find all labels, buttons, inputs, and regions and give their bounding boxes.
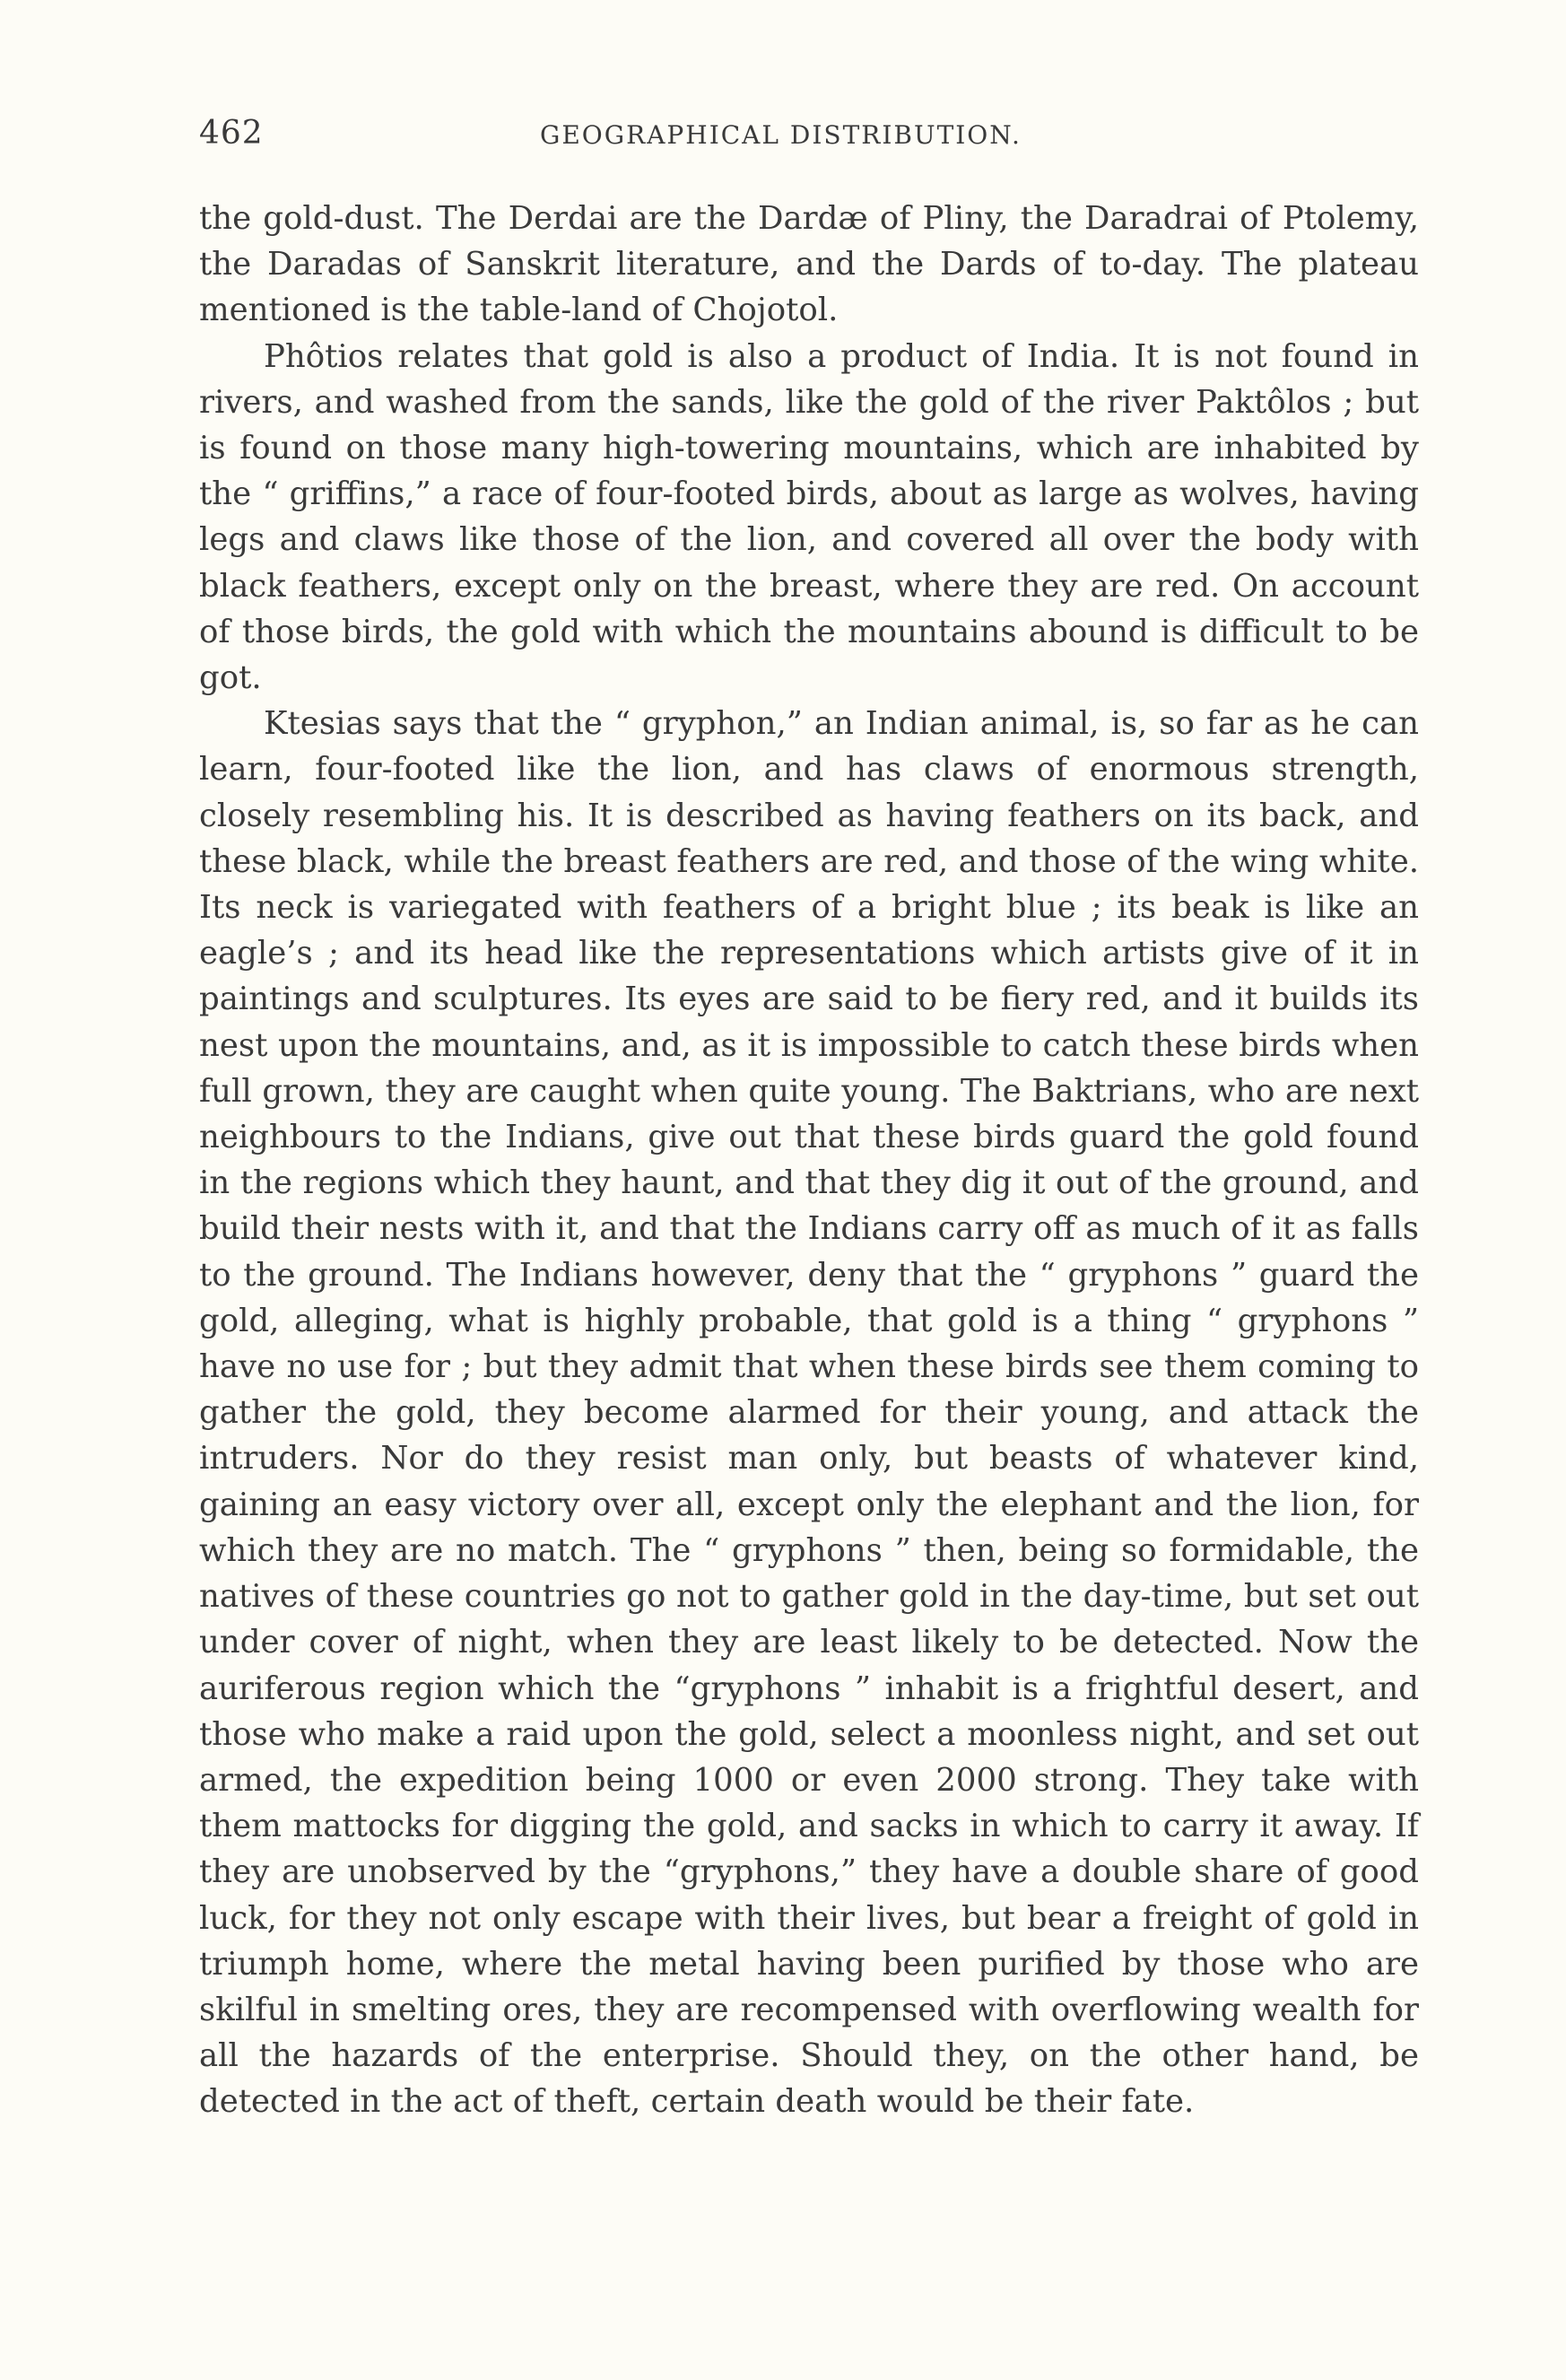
body-text: [199, 196, 1419, 2125]
paragraph-ktesias: Ktesias says that the “ gryphon,” an Indian animal, is, so far as he can learn, four-footed like the lion, and has claws of enormous strength, closely resembling his. It is described as having feathers on its back, and these black, while the breast feathers are red, and those of the wing white. Its neck is variegated with feathers of a bright blue ; its beak is like an eagle’s ; and its head like the representations which artists give of it in paintings and sculptures. Its eyes are said to be fiery red, and it builds its nest upon the mountains, and, as it is impossible to catch these birds when full grown, they are caught when quite young. The Baktrians, who are next neighbours to the Indians, give out that these birds guard the gold found in the regions which they haunt, and that they dig it out of the ground, and build their nests with it, and that the Indians carry off as much of it as falls to the ground. The Indians however, deny that the “ gryphons ” guard the gold, alleging, what is highly probable, that gold is a thing “ gryphons ” have no use for ; but they admit that when these birds see them coming to gather the gold, they become alarmed for their young, and attack the intruders. Nor do they resist man only, but beasts of whatever kind, gaining an easy victory over all, except only the elephant and the lion, for which they are no match. The “ gryphons ” then, being so formidable, the natives of these countries go not to gather gold in the day-time, but set out under cover of night, when they are least likely to be detected. Now the auriferous region which the “gryphons ” inhabit is a frightful desert, and those who make a raid upon the gold, select a moonless night, and set out armed, the expedition being 1000 or even 2000 strong. They take with them mattocks for digging the gold, and sacks in which to carry it away. If they are unobserved by the “gryphons,” they have a double share of good luck, for they not only escape with their lives, but bear a freight of gold in triumph home, where the metal having been purified by those who are skilful in smelting ores, they are recompensed with overflowing wealth for all the hazards of the enterprise. Should they, on the other hand, be detected in the act of theft, certain death would be their fate.: [199, 705, 1419, 2121]
page-header: [199, 115, 1419, 169]
page-number: 462: [199, 115, 264, 152]
paragraph-continuation: the gold-dust. The Derdai are the Dardæ of Pliny, the Daradrai of Ptolemy, the Daradas of Sanskrit literature, and the Dards of to-day. The plateau mentioned is the table-land of Chojotol.: [199, 200, 1419, 329]
paragraph-photios: Phôtios relates that gold is also a product of India. It is not found in rivers, and washed from the sands, like the gold of the river Paktôlos ; but is found on those many high-towering mountains, which are inhabited by the “ griffins,” a race of four-footed birds, about as large as wolves, having legs and claws like those of the lion, and covered all over the body with black feathers, except only on the breast, where they are red. On account of those birds, the gold with which the mountains abound is difficult to be got.: [199, 337, 1419, 697]
running-title: GEOGRAPHICAL DISTRIBUTION.: [540, 120, 1022, 150]
